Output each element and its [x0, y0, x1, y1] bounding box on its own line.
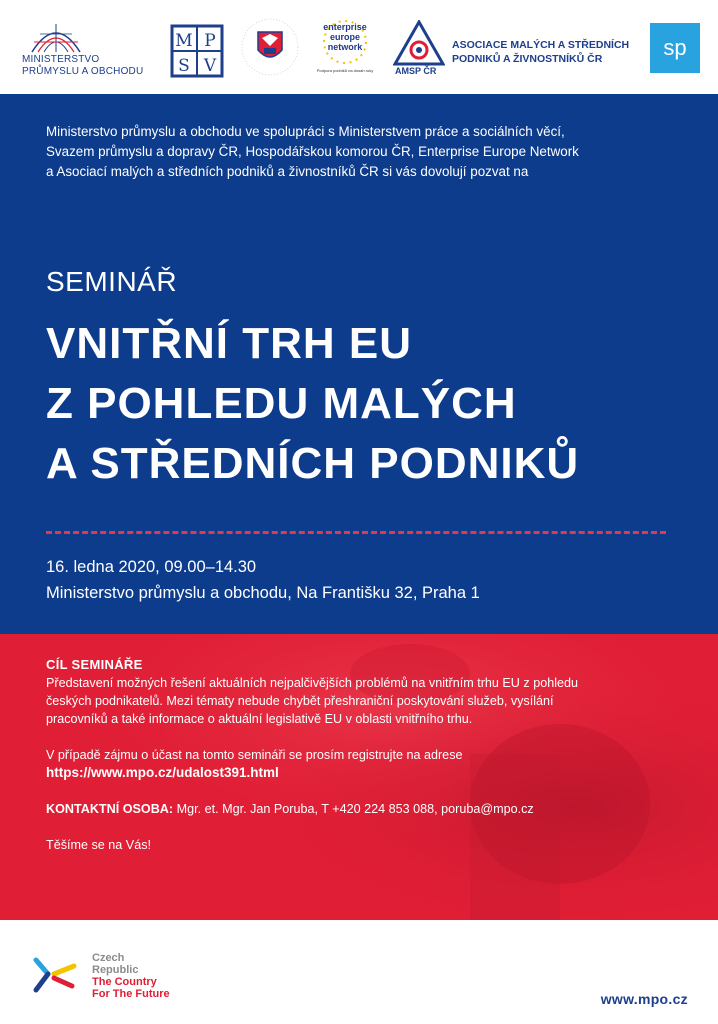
mpo-logo[interactable]	[22, 20, 162, 80]
amsp-caption: AMSP ČR	[395, 66, 437, 76]
czech-republic-text	[92, 952, 170, 1000]
amsp-text	[452, 38, 652, 66]
blue-section	[0, 94, 718, 634]
czech-republic-logo[interactable]	[28, 952, 188, 1012]
logo-strip	[0, 0, 718, 94]
title-line: Z POHLEDU MALÝCH	[46, 379, 517, 428]
amsp-text-line: PODNIKŮ A ŽIVNOSTNÍKŮ ČR	[452, 53, 603, 65]
een-logo-line: europe	[329, 32, 360, 42]
event-info	[46, 554, 480, 606]
mpsv-emblem-icon	[170, 24, 224, 78]
svg-text:S: S	[178, 56, 190, 76]
seminar-details	[46, 656, 686, 854]
invitation-line: Svazem průmyslu a dopravy ČR, Hospodářskou komorou ČR, Enterprise Europe Network	[46, 144, 579, 159]
closing-text: Těšíme se na Vás!	[46, 838, 151, 852]
amsp-logo[interactable]	[393, 20, 445, 80]
een-logo-line: enterprise	[323, 22, 367, 32]
amsp-triangle-icon	[393, 20, 445, 66]
title-line: VNITŘNÍ TRH EU	[46, 319, 412, 368]
hk-crest-icon	[240, 16, 300, 78]
event-venue: Ministerstvo průmyslu a obchodu, Na Františku 32, Praha 1	[46, 584, 480, 602]
cz-slogan-line: The Country	[92, 976, 157, 988]
sp-logo-text: sp	[663, 35, 687, 60]
red-section	[0, 634, 718, 920]
seminar-kicker: SEMINÁŘ	[46, 266, 178, 297]
goal-text-line: Představení možných řešení aktuálních nejpalčivějších problémů na vnitřním trhu EU z pohledu	[46, 676, 579, 690]
registration-link[interactable]: https://www.mpo.cz/udalost391.html	[46, 765, 279, 780]
een-logo-line: network	[327, 42, 363, 52]
goal-heading: CÍL SEMINÁŘE	[46, 657, 143, 672]
contact-line	[46, 800, 686, 818]
cz-brand-line: Republic	[92, 964, 139, 976]
dashed-divider	[46, 531, 666, 534]
svaz-prumyslu-logo[interactable]	[650, 23, 700, 73]
mpo-logo-text	[22, 54, 143, 78]
een-tagline: Podpora podniků na dosah ruky	[316, 68, 374, 73]
website-link[interactable]: www.mpo.cz	[600, 991, 688, 1007]
page-title	[46, 314, 579, 494]
invitation-text	[46, 122, 676, 182]
registration-text: V případě zájmu o účast na tomto semináři se prosím registrujte na adrese	[46, 748, 463, 762]
goal-text-line: českých podnikatelů. Mezi tématy nebude chybět přeshraniční poskytování služeb, vysílání	[46, 694, 554, 708]
invitation-line: a Asociací malých a středních podniků a živnostníků ČR si vás dovolují pozvat na	[46, 164, 529, 179]
czech-republic-star-icon	[28, 952, 84, 998]
hospodarska-komora-logo[interactable]	[240, 16, 300, 78]
svg-text:M: M	[175, 31, 193, 51]
contact-value: Mgr. et. Mgr. Jan Poruba, T +420 224 853 088, poruba@mpo.cz	[176, 802, 534, 816]
amsp-text-line: ASOCIACE MALÝCH A STŘEDNÍCH	[452, 39, 630, 51]
een-logo-text	[312, 22, 378, 52]
enterprise-europe-network-logo[interactable]	[312, 18, 378, 78]
mpsv-logo[interactable]	[170, 24, 224, 78]
cz-slogan-line: For The Future	[92, 988, 170, 1000]
mpo-logo-line: PRŮMYSLU A OBCHODU	[22, 66, 144, 77]
svg-text:P: P	[204, 31, 216, 51]
event-date-time: 16. ledna 2020, 09.00–14.30	[46, 558, 257, 576]
mpo-logo-line: MINISTERSTVO	[22, 54, 100, 65]
invitation-line: Ministerstvo průmyslu a obchodu ve spolupráci s Ministerstvem práce a sociálních věcí,	[46, 124, 565, 139]
svg-text:V: V	[203, 56, 217, 76]
contact-label: KONTAKTNÍ OSOBA:	[46, 802, 174, 816]
goal-text-line: pracovníků a také informace o aktuální legislativě EU v oblasti vnitřního trhu.	[46, 712, 473, 726]
mpo-globe-icon	[26, 20, 86, 54]
cz-brand-line: Czech	[92, 952, 125, 964]
footer	[0, 920, 718, 1024]
title-line: A STŘEDNÍCH PODNIKŮ	[46, 439, 580, 488]
